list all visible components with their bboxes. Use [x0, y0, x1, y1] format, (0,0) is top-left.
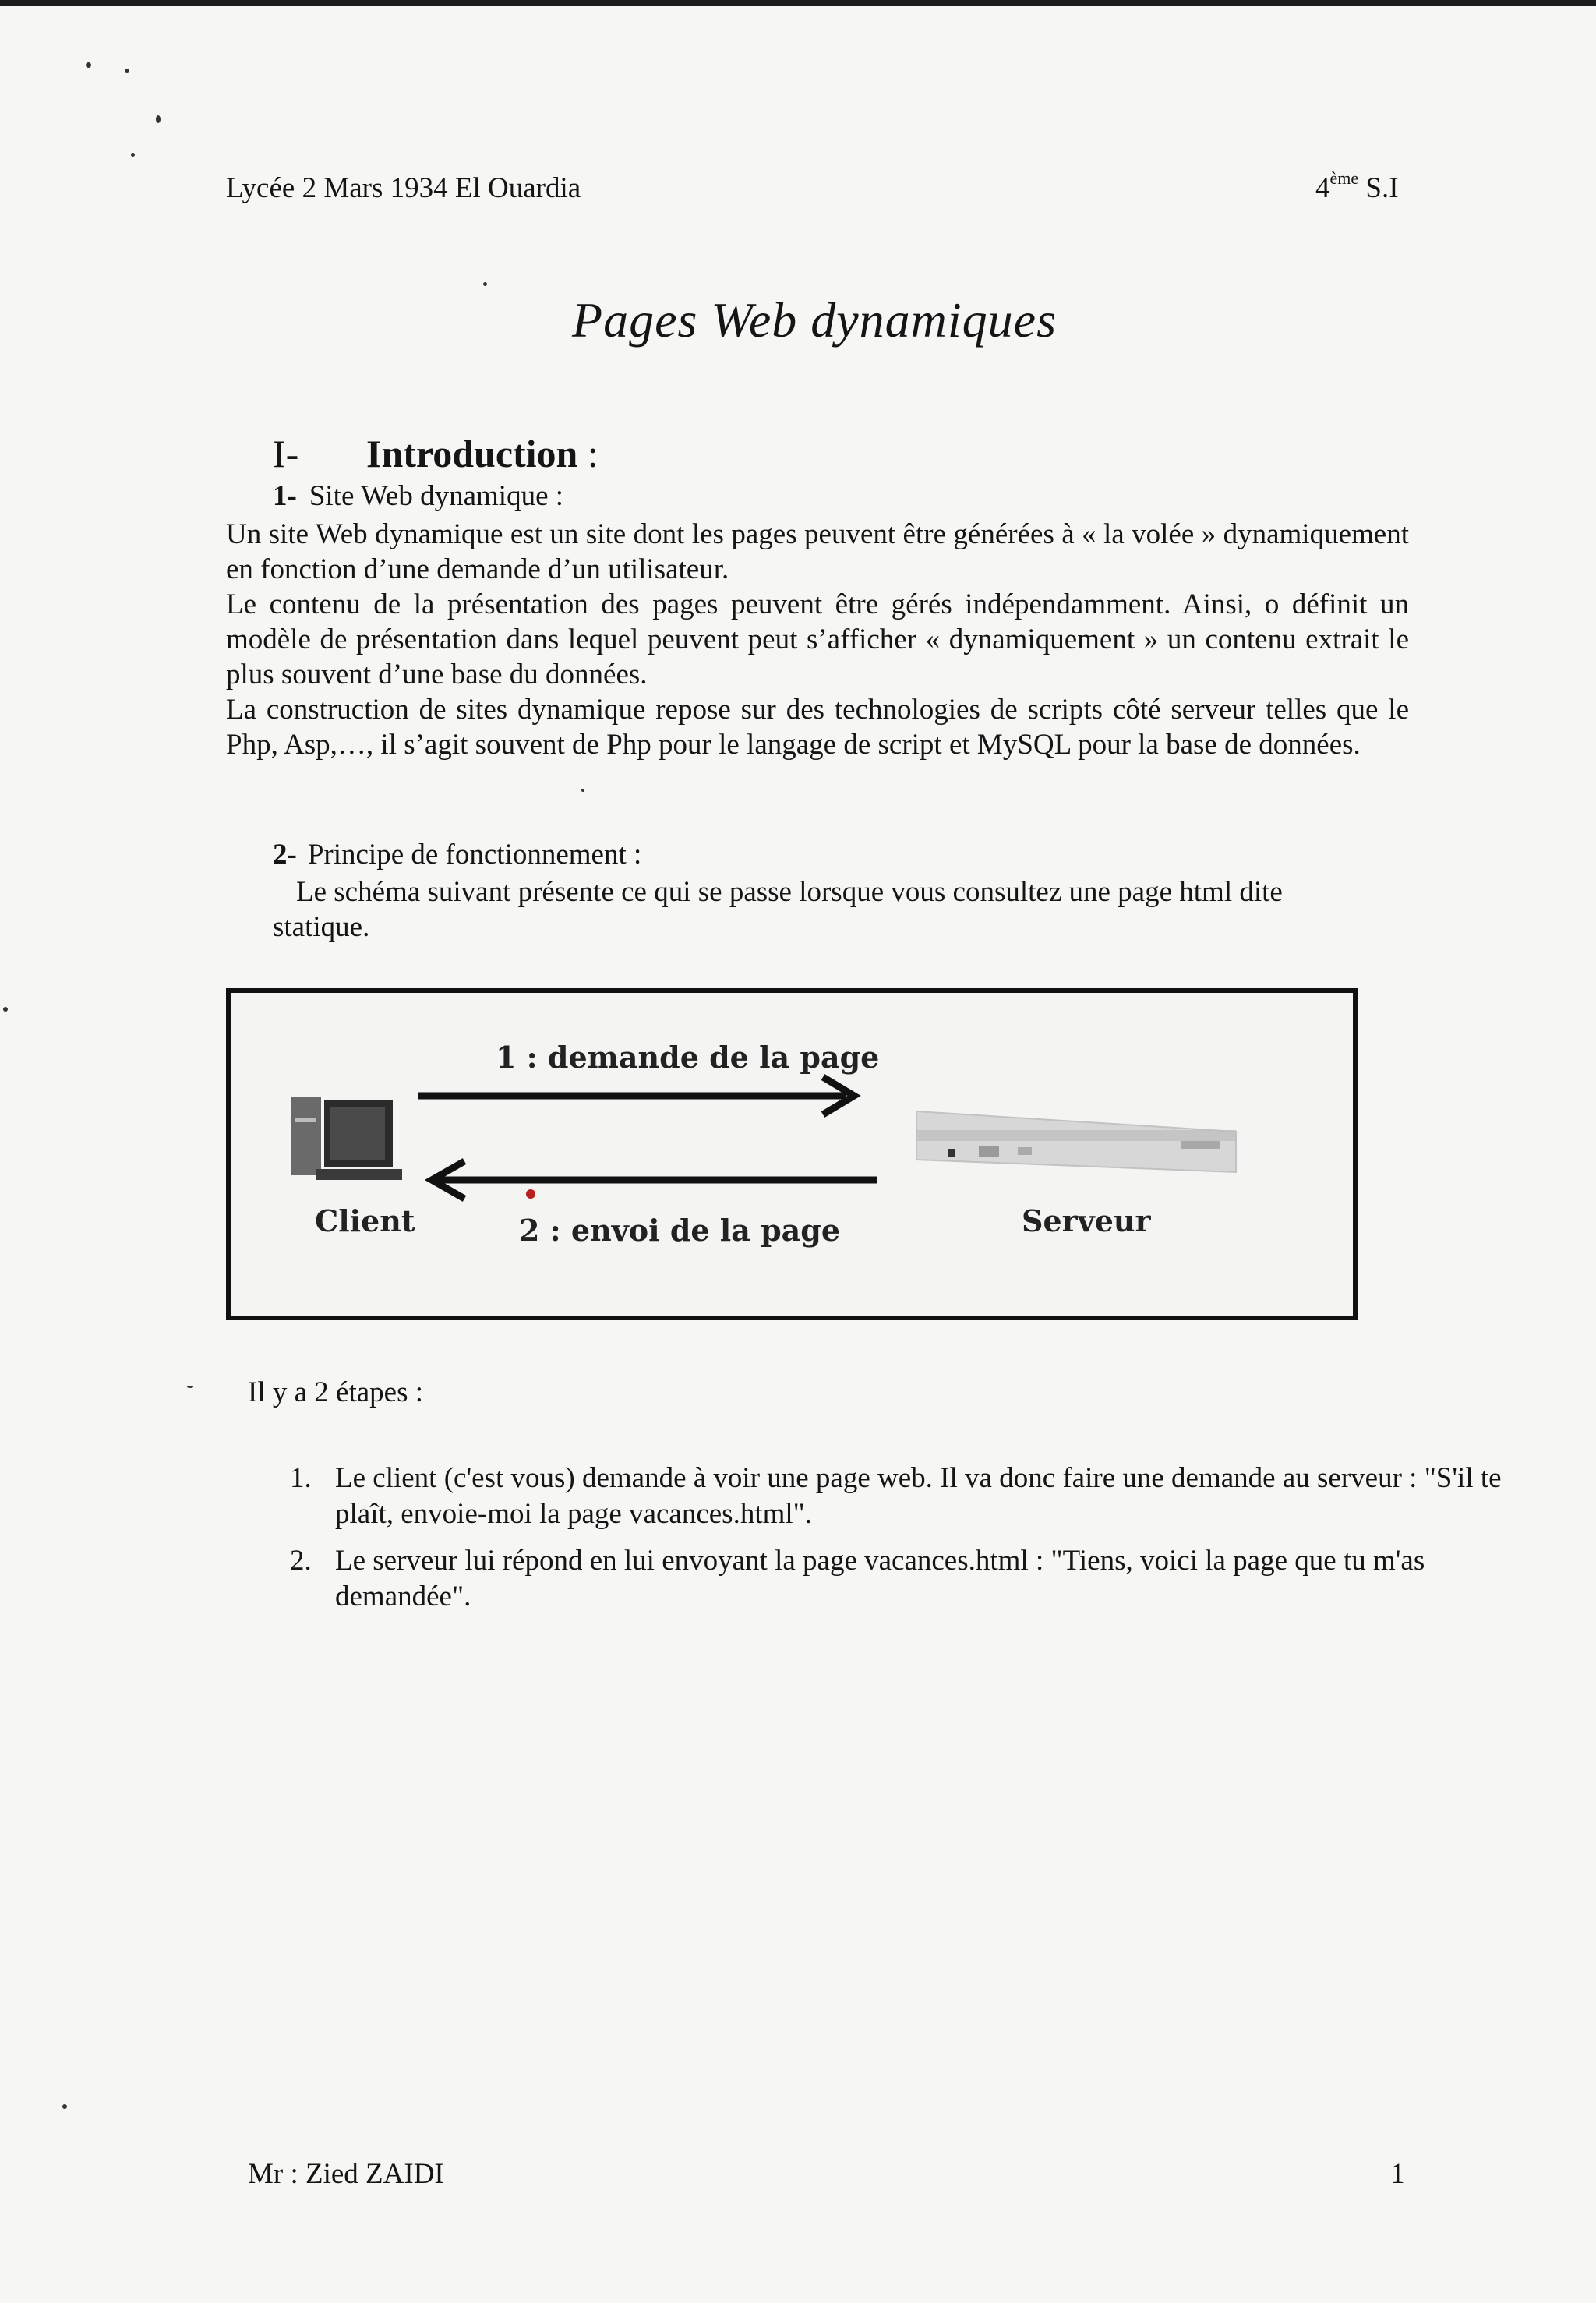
- scan-speck: [125, 69, 129, 73]
- response-label: 2 : envoi de la page: [519, 1213, 841, 1248]
- server-label: Serveur: [1022, 1203, 1151, 1238]
- request-label: 1 : demande de la page: [496, 1040, 880, 1075]
- client-computer-icon: [291, 1097, 402, 1180]
- class-number: 4: [1315, 172, 1330, 204]
- scan-speck: [131, 153, 135, 157]
- section-colon: :: [577, 432, 598, 475]
- subsection-2-heading: [273, 838, 641, 871]
- client-label: Client: [315, 1203, 415, 1238]
- scan-speck: [483, 282, 487, 286]
- section-title: Introduction: [366, 432, 578, 475]
- subsection-2-intro: [273, 874, 1379, 945]
- class-suffix: S.I: [1358, 172, 1399, 204]
- list-item-number: 2.: [290, 1545, 312, 1577]
- scan-speck: [187, 1386, 193, 1388]
- list-item-number: 1.: [290, 1462, 312, 1494]
- page-number: 1: [1390, 2158, 1405, 2190]
- section-heading: [366, 431, 598, 476]
- scan-speck: [581, 789, 584, 792]
- scan-speck: [3, 1007, 8, 1012]
- scan-top-edge: [0, 0, 1596, 6]
- subsection-1-heading: [273, 479, 563, 513]
- client-server-diagram: [226, 988, 1358, 1320]
- page-title: Pages Web dynamiques: [572, 292, 1057, 348]
- scan-speck: [62, 2104, 67, 2109]
- paragraph-2: Le contenu de la présentation des pages peuvent être gérés indépendamment. Ainsi, o définit un modèle de présentation dans lequel peuvent peut s’afficher « dynamiquement » un contenu extrait le plus souvent d’une base du données.: [226, 588, 1409, 691]
- subsection-2-label: Principe de fonctionnement :: [307, 839, 642, 871]
- list-item-text: Le client (c'est vous) demande à voir une page web. Il va donc faire une demande au serveur : "S'il te plaît, envoie-moi la page vacances.html".: [335, 1462, 1502, 1530]
- subsection-2-intro-text: Le schéma suivant présente ce qui se passe lorsque vous consultez une page html dite statique.: [273, 876, 1283, 943]
- red-speck: [526, 1189, 535, 1199]
- class-superscript: ème: [1329, 168, 1359, 188]
- steps-heading: Il y a 2 étapes :: [248, 1376, 423, 1408]
- author-name: Mr : Zied ZAIDI: [248, 2158, 444, 2190]
- server-rack-icon: [916, 1111, 1236, 1172]
- section-number: I-: [273, 432, 299, 475]
- subsection-1-number: 1-: [273, 480, 297, 512]
- paragraph-1: Un site Web dynamique est un site dont les pages peuvent être générées à « la volée » dynamiquement en fonction d’une demande d’un utilisateur.: [226, 518, 1409, 585]
- request-arrow: [418, 1077, 854, 1114]
- subsection-1-label: Site Web dynamique :: [309, 480, 564, 512]
- school-name: Lycée 2 Mars 1934 El Ouardia: [226, 172, 581, 204]
- response-arrow: [432, 1161, 877, 1199]
- paragraph-3: La construction de sites dynamique repose sur des technologies de scripts côté serveur telles que le Php, Asp,…, il s’agit souvent de Php pour le langage de script et MySQL pour la base de données.: [226, 694, 1409, 761]
- class-label: [1315, 168, 1399, 205]
- scan-speck: [86, 62, 91, 68]
- subsection-2-number: 2-: [273, 839, 297, 871]
- scan-speck: [156, 115, 161, 123]
- list-item-text: Le serveur lui répond en lui envoyant la page vacances.html : "Tiens, voici la page que tu m'as demandée".: [335, 1545, 1425, 1612]
